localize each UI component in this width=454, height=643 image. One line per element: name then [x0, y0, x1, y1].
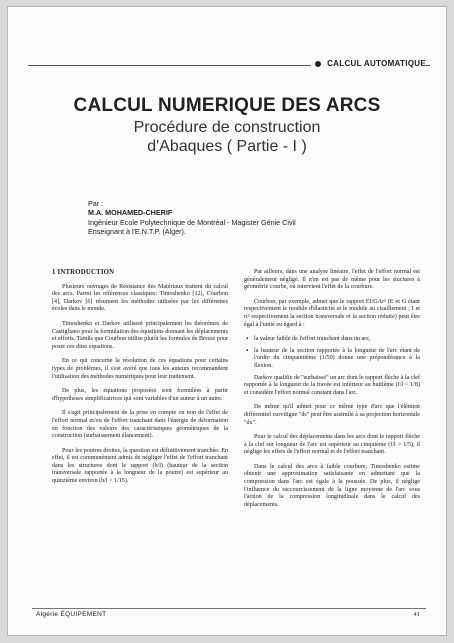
- paragraph: De plus, les équations proposées sont formulées à partir d'hypothèses simplificatrices qui sont variables d'un auteur à un autre.: [52, 388, 228, 402]
- paragraph: Plusieurs ouvrages de Résistance des Matériaux traitent du calcul des arcs. Parmi les références classiques: Timoshenko [12], Courbon [4], Darkov [6] résument les méthodes utilisées par les différentes écoles dans le monde.: [52, 283, 228, 313]
- paragraph: De même qu'il admet pour ce même type d'arc que l'élément différentiel curviligne "ds" peut être assimilé à sa projection horizontale "dx".: [244, 404, 420, 426]
- paragraph: Pour le calcul des déplacements dans les arcs dont le rapport flèche à la clef sur longueur de l'arc est supérieur au cinquième (f/l > 1/5), il néglige les effets de l'effort normal et de l'effort tranchant.: [244, 434, 420, 456]
- paragraph: Pour les poutres droites, la question est définitivement tranchée. En effet, il est communément admis de négliger l'effet de l'effort tranchant dans les structures dont le rapport (h/l) (hauteur de la section transversale rapportée à la longueur de la poutre) est supérieur au quinzième environ (h/l > 1/15).: [52, 447, 228, 485]
- left-column: [52, 269, 228, 493]
- article-title: CALCUL NUMERIQUE DES ARCS: [73, 95, 381, 116]
- author-block: [88, 199, 296, 236]
- section-tag: [311, 59, 426, 68]
- paragraph: Timoshenko et Darkov utilisent principalement les théorèmes de Castigliano pour la formulation des équations donnant les déplacements et efforts. Tandis que Courbon utilise plutôt les formules de Bresse pour poser ces dites équations.: [52, 320, 228, 350]
- footer-rule: [32, 608, 426, 609]
- paragraph: Darkov qualifie de "surbaissé" un arc dont le rapport flèche à la clef rapportée à la longueur de la travée est inférieur au huitième (f/l < 1/8) et considère l'effort normal constant dans l'arc.: [244, 374, 420, 396]
- bullet-item: ▪ la valeur faible de l'effort tranchant dans un arc,: [244, 336, 420, 344]
- right-column: [244, 269, 420, 516]
- bullet-dot-icon: [315, 61, 321, 67]
- author-affiliation: Ingénieur Ecole Polytechnique de Montréal - Magister Génie Civil: [88, 217, 296, 227]
- paragraph: En ce qui concerne la résolution de ces équations pour certains types de problèmes, il s'est avéré que tous les auteurs recommandent l'utilisation des méthodes numériques pour leur traitement.: [52, 358, 228, 380]
- paragraph: Par ailleurs, dans une analyse linéaire, l'effet de l'effort normal est généralement négligé. Il n'en est pas de même pour les stuctures à géométrie courbe, où intervient l'effet de la courbure.: [244, 269, 420, 291]
- author-par: Par :: [88, 199, 104, 208]
- article-subtitle-line2: d'Abaques ( Partie - I ): [147, 138, 307, 155]
- journal-name: Algérie ÉQUIPEMENT: [36, 611, 107, 618]
- author-name: M.A. MOHAMED-CHERIF: [88, 208, 173, 218]
- section-heading: 1 INTRODUCTION: [52, 269, 115, 276]
- journal-page: [7, 6, 447, 636]
- section-label: CALCUL AUTOMATIQUE: [327, 59, 426, 68]
- paragraph: Dans le calcul des arcs à faible courbure, Timoshenko estime obtenir une approximation satisfaisante en admettant que la compression dans l'arc est égale à la poussée. De plus, il néglige l'influence du raccourcissement de la ligne moyenne de l'arc sous l'action de la compression longitudinale dans le calcul des déplacements.: [244, 463, 420, 508]
- paragraph: Il s'agit principalement de la prise en compte ou non de l'effet de l'effort normal et/ou de l'effort tranchant dans l'énergie de déformation en fonction des valeurs des caractéristiques géométriques de la construction (surbaissement élancement).: [52, 410, 228, 440]
- paragraph: Courbon, par exemple, admet que le rapport EI/GAr² (E et G étant respectivement le module d'élasticité et le module au cisaillement ; I et ri² respectivement la section transversale et la section réduite) peut être égal à l'unité eu égard à :: [244, 298, 420, 328]
- author-position: Enseignant à l'E.N.T.P. (Alger).: [88, 226, 186, 236]
- article-subtitle-line1: Procédure de construction: [133, 119, 321, 136]
- page-number: 41: [413, 611, 420, 618]
- bullet-item: ▪ la hauteur de la section rapportée à la longueur de l'arc étant de l'ordre du cinquantième (1/50) donne une prépondérance à la flexion.: [244, 348, 420, 371]
